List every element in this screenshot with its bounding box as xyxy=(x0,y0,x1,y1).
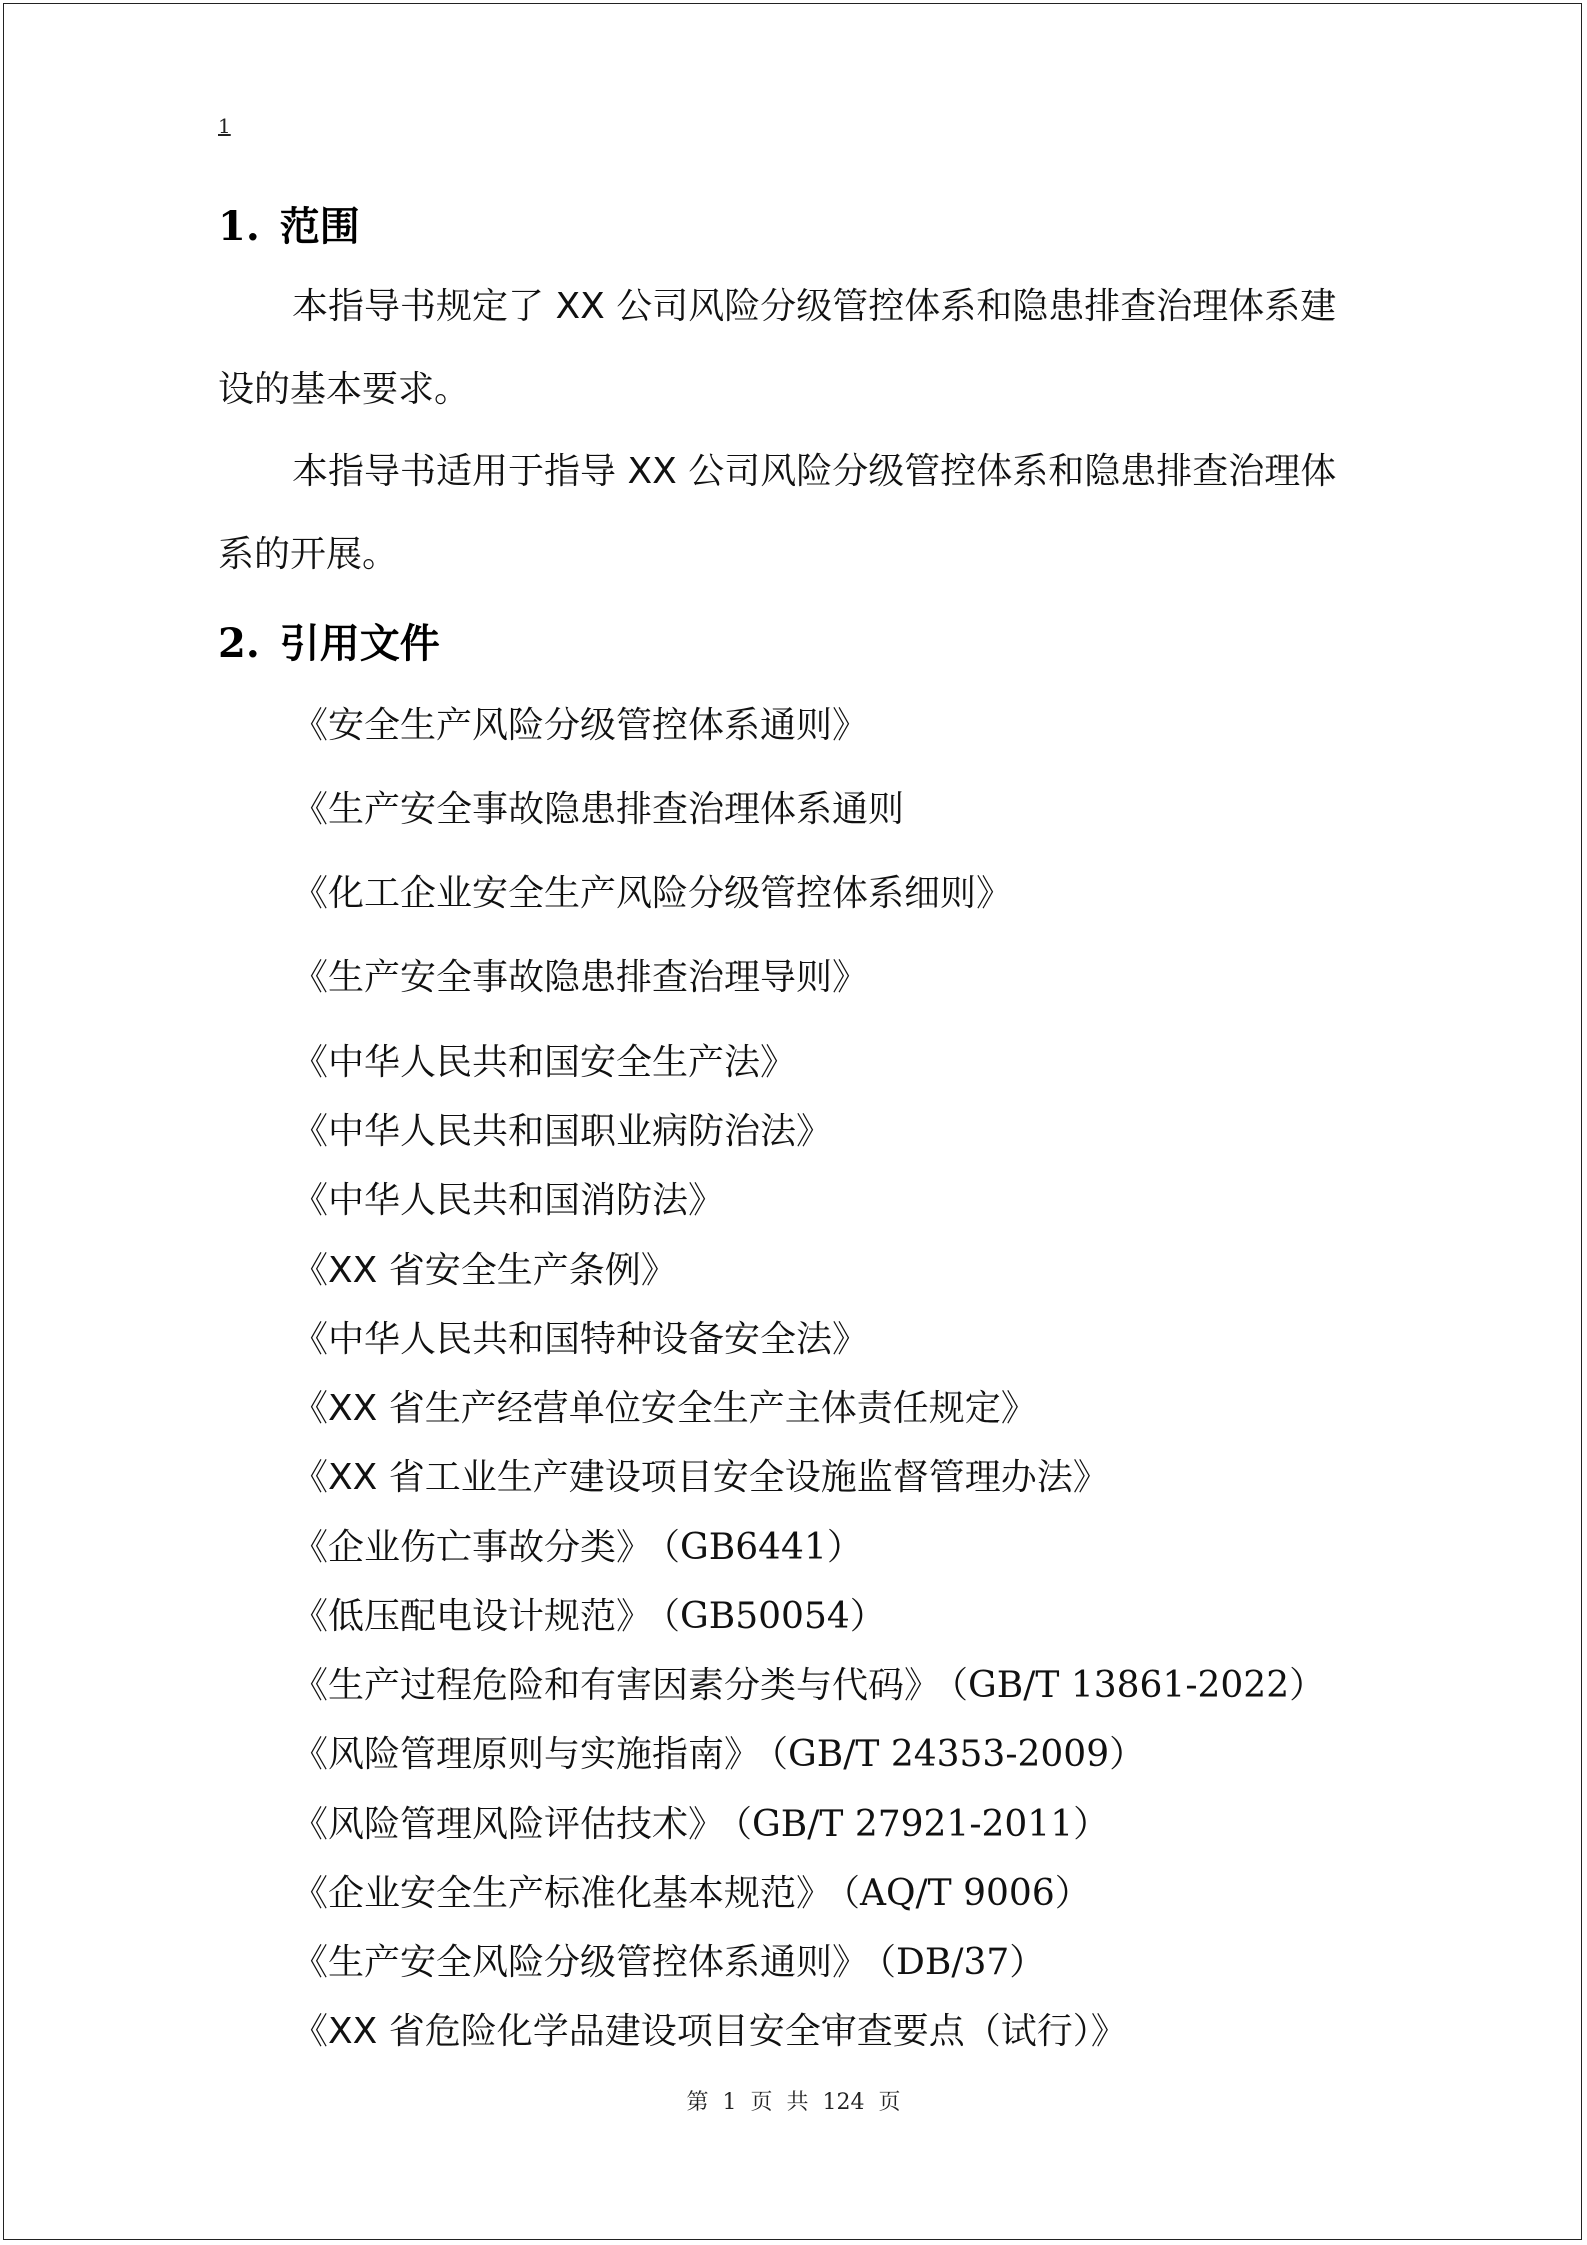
reference-item: 《企业伤亡事故分类》 （GB6441） xyxy=(292,1527,863,1568)
page-footer: 第 1 页 共 124 页 xyxy=(686,2090,901,2115)
section-title: 引用文件 xyxy=(279,621,440,667)
reference-item: 《XX 省生产经营单位安全生产主体责任规定》 xyxy=(292,1388,1037,1429)
reference-item: 《风险管理风险评估技术》 （GB/T 27921-2011） xyxy=(292,1804,1110,1845)
reference-item: 《安全生产风险分级管控体系通则》 xyxy=(292,705,869,746)
standard-code: （GB/T 13861-2022） xyxy=(950,1665,1326,1706)
standard-code: （DB/37） xyxy=(878,1942,1046,1983)
standard-code: （GB/T 24353-2009） xyxy=(770,1734,1146,1775)
scope-paragraph-2: 本指导书适用于指导 XX 公司风险分级管控体系和隐患排查治理体系的开展。 xyxy=(218,451,1337,575)
reference-item: 《XX 省安全生产条例》 xyxy=(292,1250,677,1291)
section-title: 范围 xyxy=(279,204,360,250)
standard-code: （AQ/T 9006） xyxy=(842,1873,1091,1914)
reference-item: 《中华人民共和国安全生产法》 xyxy=(292,1042,797,1083)
reference-item: 《低压配电设计规范》 （GB50054） xyxy=(292,1596,886,1637)
standard-code: （GB/T 27921-2011） xyxy=(734,1804,1110,1845)
reference-item: 《生产安全事故隐患排查治理体系通则 xyxy=(292,789,905,830)
reference-item: 《中华人民共和国消防法》 xyxy=(292,1180,725,1221)
current-page-number: 1 xyxy=(722,2090,737,2115)
section-heading-references xyxy=(218,612,440,669)
reference-item: 《XX 省危险化学品建设项目安全审查要点（试行）》 xyxy=(292,2011,1127,2052)
section-number: 2. xyxy=(218,620,260,667)
standard-code: （GB6441） xyxy=(662,1527,863,1568)
reference-item: 《生产过程危险和有害因素分类与代码》 （GB/T 13861-2022） xyxy=(292,1665,1326,1706)
reference-item: 《中华人民共和国职业病防治法》 xyxy=(292,1111,833,1152)
standard-code: （GB50054） xyxy=(662,1596,886,1637)
total-pages: 124 xyxy=(822,2090,865,2115)
reference-item: 《生产安全风险分级管控体系通则》 （DB/37） xyxy=(292,1942,1046,1983)
reference-item: 《XX 省工业生产建设项目安全设施监督管理办法》 xyxy=(292,1457,1109,1498)
reference-item: 《生产安全事故隐患排查治理导则》 xyxy=(292,957,869,998)
reference-item: 《化工企业安全生产风险分级管控体系细则》 xyxy=(292,873,1013,914)
section-heading-scope xyxy=(218,195,360,252)
scope-paragraph-1: 本指导书规定了 XX 公司风险分级管控体系和隐患排查治理体系建设的基本要求。 xyxy=(218,286,1337,410)
section-number: 1. xyxy=(218,203,260,250)
page-marker: 1 xyxy=(218,114,231,138)
reference-item: 《中华人民共和国特种设备安全法》 xyxy=(292,1319,869,1360)
reference-item: 《企业安全生产标准化基本规范》 （AQ/T 9006） xyxy=(292,1873,1091,1914)
reference-item: 《风险管理原则与实施指南》 （GB/T 24353-2009） xyxy=(292,1734,1146,1775)
